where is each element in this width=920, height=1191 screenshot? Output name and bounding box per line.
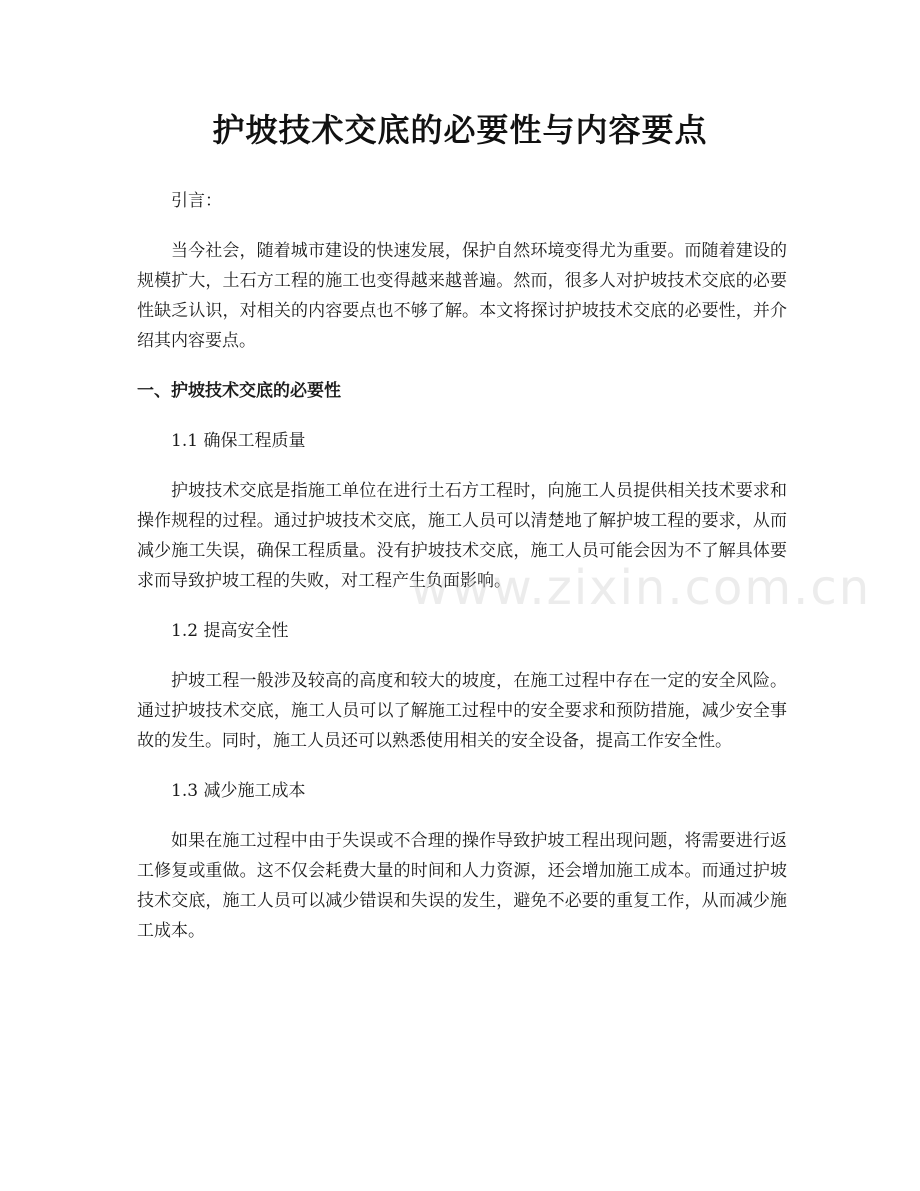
subsection-1-3-paragraph: 如果在施工过程中由于失误或不合理的操作导致护坡工程出现问题，将需要进行返工修复或重做。这不仅会耗费大量的时间和人力资源，还会增加施工成本。而通过护坡技术交底，施工人员可以减少错误和失误的发生，避免不必要的重复工作，从而减少施工成本。: [137, 831, 787, 941]
intro-paragraph: 当今社会，随着城市建设的快速发展，保护自然环境变得尤为重要。而随着建设的规模扩大，土石方工程的施工也变得越来越普遍。然而，很多人对护坡技术交底的必要性缺乏认识，对相关的内容要点也不够了解。本文将探讨护坡技术交底的必要性，并介绍其内容要点。: [137, 241, 787, 351]
document-title: 护坡技术交底的必要性与内容要点: [212, 111, 708, 149]
section-1-heading: 一、护坡技术交底的必要性: [137, 381, 341, 401]
subsection-1-3-heading: 1.3 减少施工成本: [171, 781, 306, 801]
subsection-1-2-heading: 1.2 提高安全性: [171, 621, 289, 641]
subsection-1-2-paragraph: 护坡工程一般涉及较高的高度和较大的坡度，在施工过程中存在一定的安全风险。通过护坡技术交底，施工人员可以了解施工过程中的安全要求和预防措施，减少安全事故的发生。同时，施工人员还可以熟悉使用相关的安全设备，提高工作安全性。: [137, 671, 787, 751]
watermark: www.zixin.com.cn: [410, 560, 872, 616]
document-body: [137, 186, 787, 966]
intro-label: 引言：: [171, 191, 222, 211]
subsection-1-1-heading: 1.1 确保工程质量: [171, 431, 306, 451]
subsection-1-1-paragraph: 护坡技术交底是指施工单位在进行土石方工程时，向施工人员提供相关技术要求和操作规程的过程。通过护坡技术交底，施工人员可以清楚地了解护坡工程的要求，从而减少施工失误，确保工程质量。没有护坡技术交底，施工人员可能会因为不了解具体要求而导致护坡工程的失败，对工程产生负面影响。: [137, 481, 787, 591]
